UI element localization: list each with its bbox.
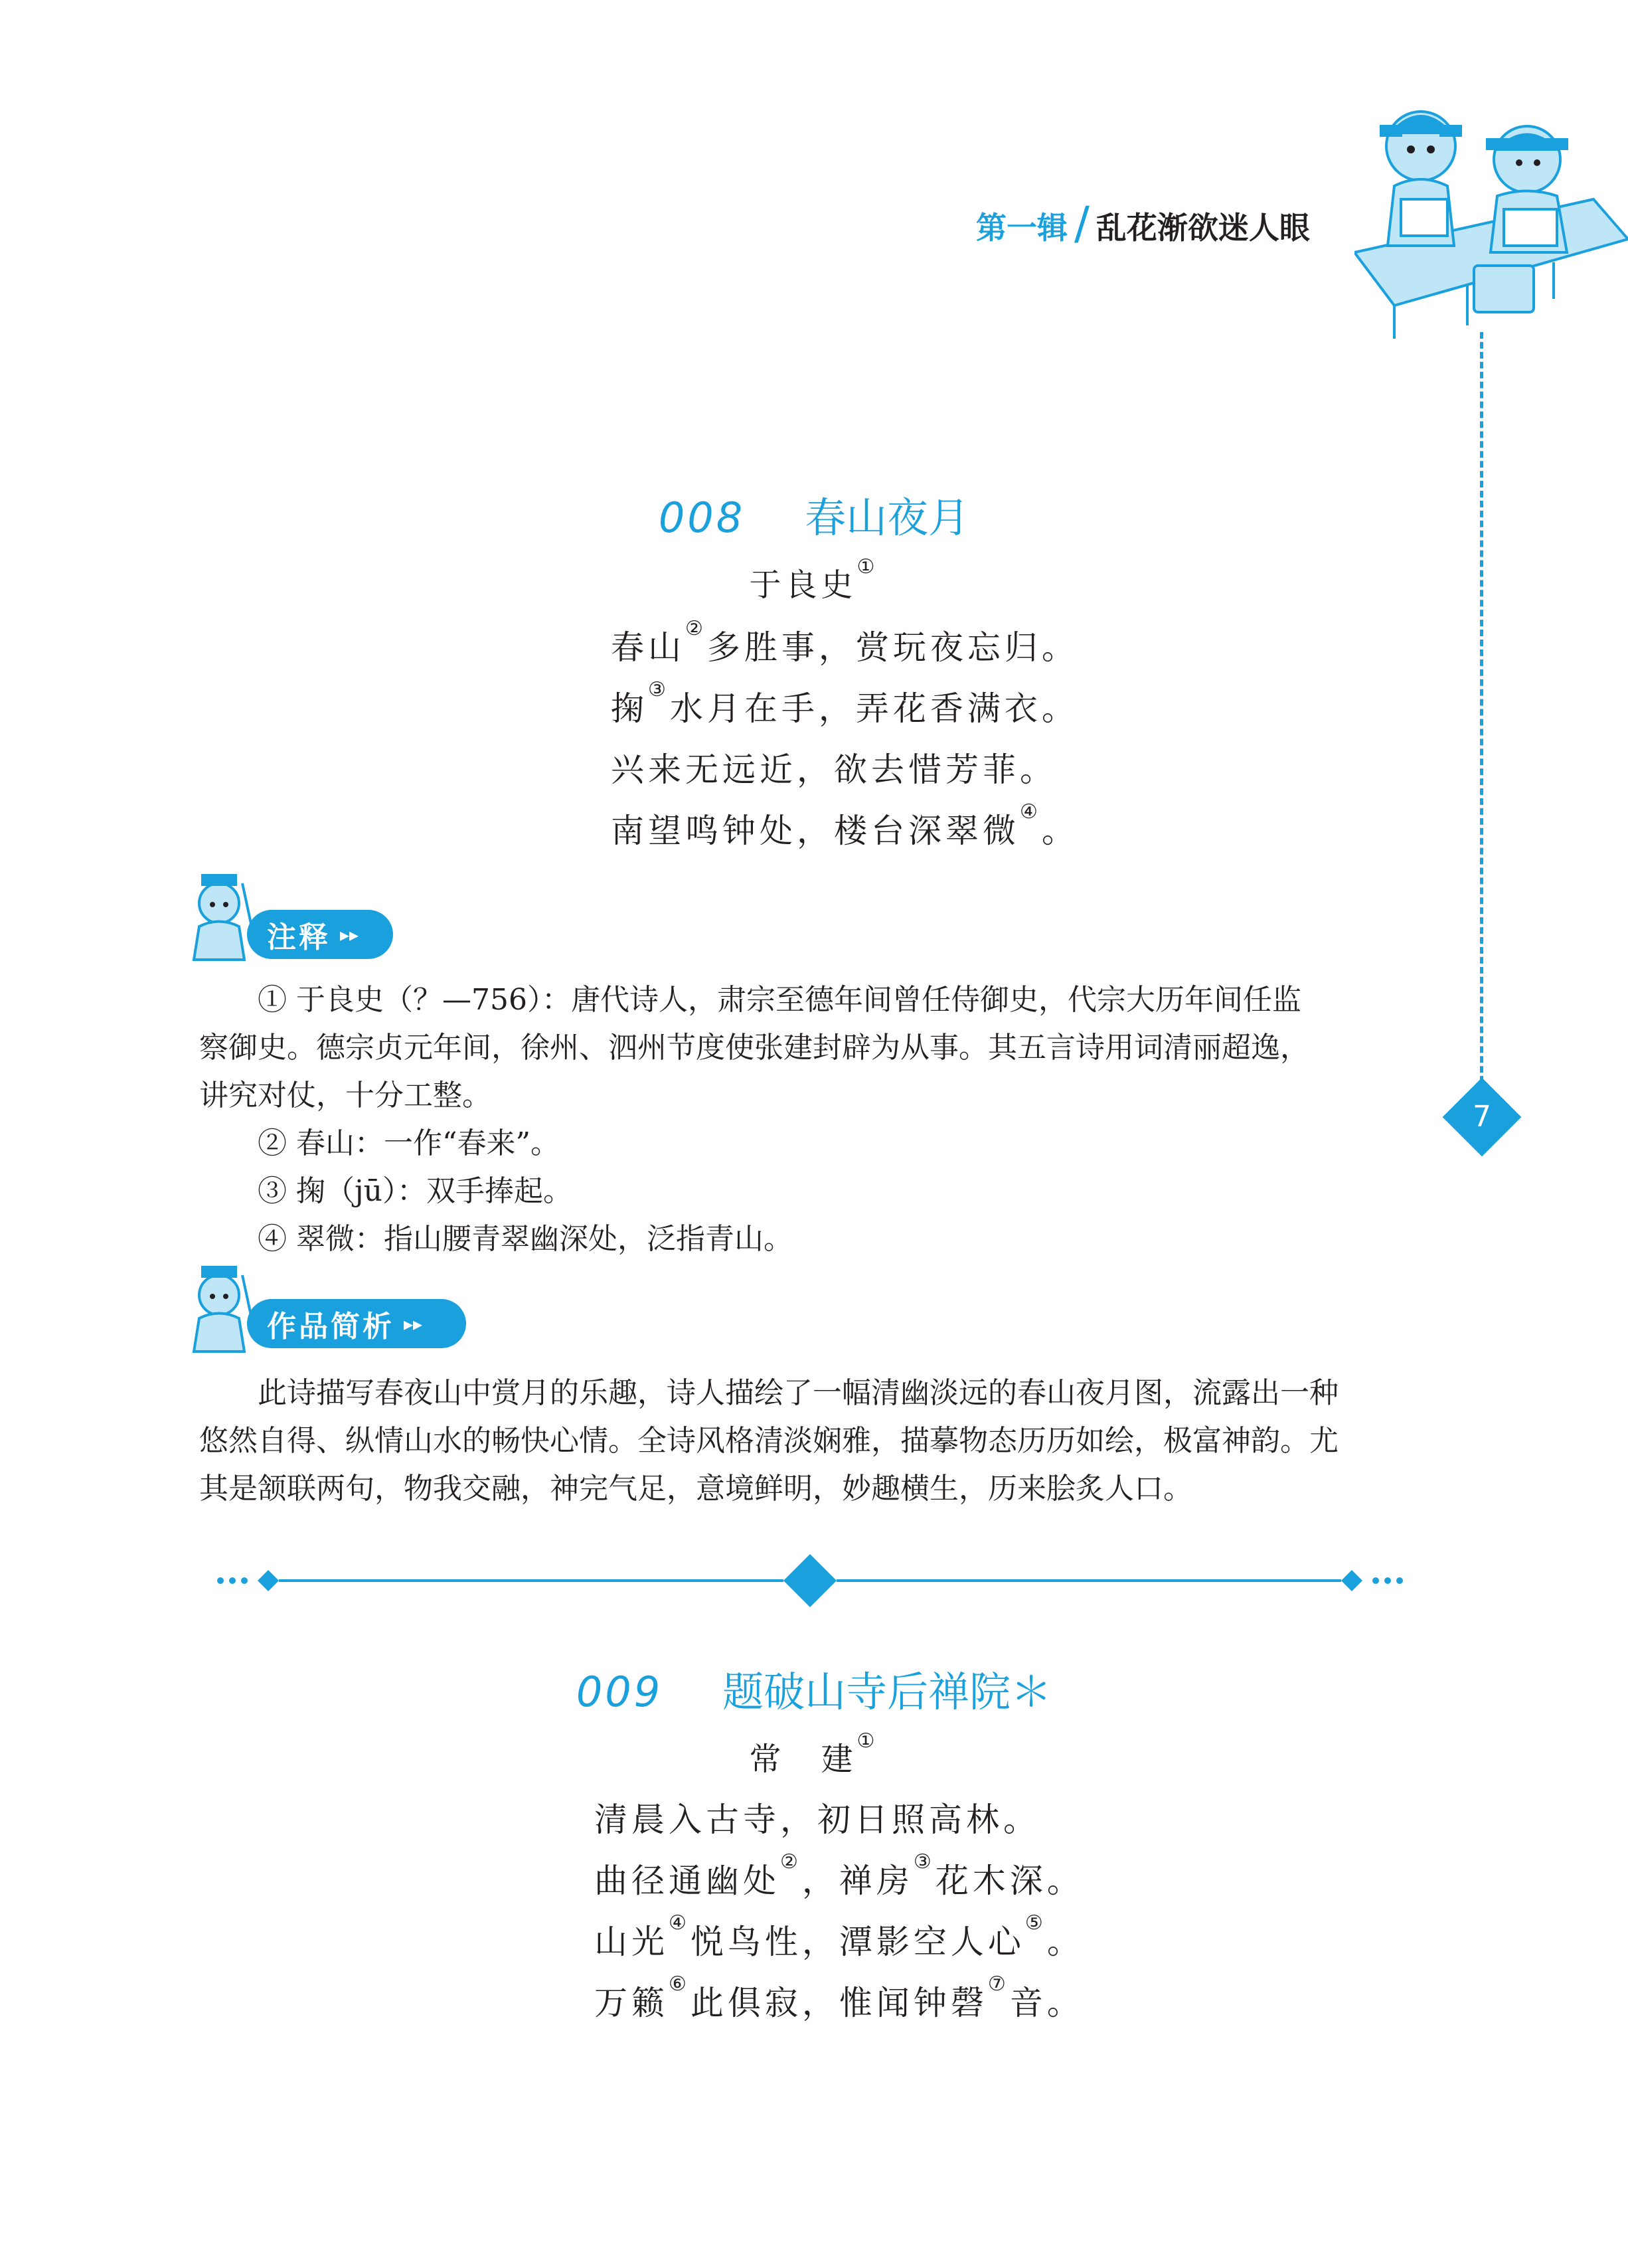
header-subtitle: 乱花渐欲迷人眼 (1096, 210, 1310, 246)
note-item-continued: 察御史。德宗贞元年间，徐州、泗州节度使张建封辟为从事。其五言诗用词清丽超逸， (199, 1031, 1309, 1065)
poem-body-008 (611, 617, 1079, 865)
scholar-mascot-icon (186, 1255, 259, 1355)
poem-author: 常 建① (749, 1729, 879, 1778)
analysis-line: 此诗描写春夜山中赏月的乐趣，诗人描绘了一幅清幽淡远的春山夜月图，流露出一种 (258, 1376, 1339, 1410)
header-volume: 第一辑 (976, 210, 1068, 246)
footnote-marker: ① (856, 1729, 879, 1753)
notes-list (199, 976, 1309, 1263)
poem-title-text: 题破山寺后禅院＊ (722, 1668, 1052, 1716)
note-item: ④ 翠微：指山腰青翠幽深处，泛指青山。 (258, 1222, 793, 1256)
ornamental-divider (212, 1554, 1414, 1607)
poem-line: 曲径通幽处②，禅房③花木深。 (594, 1850, 1084, 1900)
poem-body-009 (594, 1793, 1084, 2038)
poem-title-009 (0, 1659, 1628, 1718)
analysis-text (199, 1369, 1339, 1513)
poem-title-008 (0, 485, 1628, 544)
analysis-label: 作品简析 ▸▸ (247, 1299, 466, 1348)
footnote-marker: ① (856, 555, 879, 578)
note-item: ③ 掬（jū）：双手捧起。 (258, 1174, 572, 1208)
note-item-continued: 讲究对仗，十分工整。 (199, 1079, 491, 1112)
margin-dashed-line (1480, 332, 1483, 1102)
poem-line: 掬③水月在手，弄花香满衣。 (611, 678, 1079, 728)
notes-label: 注释 ▸▸ (247, 910, 393, 959)
poem-line: 兴来无远近，欲去惜芳菲。 (611, 750, 1057, 789)
analysis-line: 其是颔联两句，物我交融，神完气足，意境鲜明，妙趣横生，历来脍炙人口。 (199, 1472, 1192, 1506)
running-header (976, 199, 1348, 252)
poem-line: 清晨入古寺，初日照高林。 (594, 1800, 1040, 1839)
poem-line: 山光④悦鸟性，潭影空人心⑤。 (594, 1911, 1084, 1961)
note-item: ① 于良史（？—756）：唐代诗人，肃宗至德年间曾任侍御史，代宗大历年间任监 (258, 983, 1301, 1017)
scholar-mascot-icon (186, 863, 259, 963)
poem-number: 009 (576, 1668, 663, 1716)
note-item: ② 春山：一作“春来”。 (258, 1126, 560, 1160)
reading-children-illustration (1354, 86, 1628, 345)
poem-line: 万籁⑥此俱寂，惟闻钟磬⑦音。 (594, 1972, 1084, 2022)
poem-number: 008 (658, 493, 746, 542)
analysis-line: 悠然自得、纵情山水的畅快心情。全诗风格清淡娴雅，描摹物态历历如绘，极富神韵。尤 (199, 1424, 1339, 1458)
page-number: 7 (1473, 1100, 1491, 1134)
poem-line: 春山②多胜事，赏玩夜忘归。 (611, 617, 1079, 667)
header-divider: / (1074, 197, 1090, 250)
poem-line: 南望鸣钟处，楼台深翠微④。 (611, 800, 1079, 850)
poem-author: 于良史① (749, 555, 879, 604)
poem-title-text: 春山夜月 (805, 493, 970, 542)
